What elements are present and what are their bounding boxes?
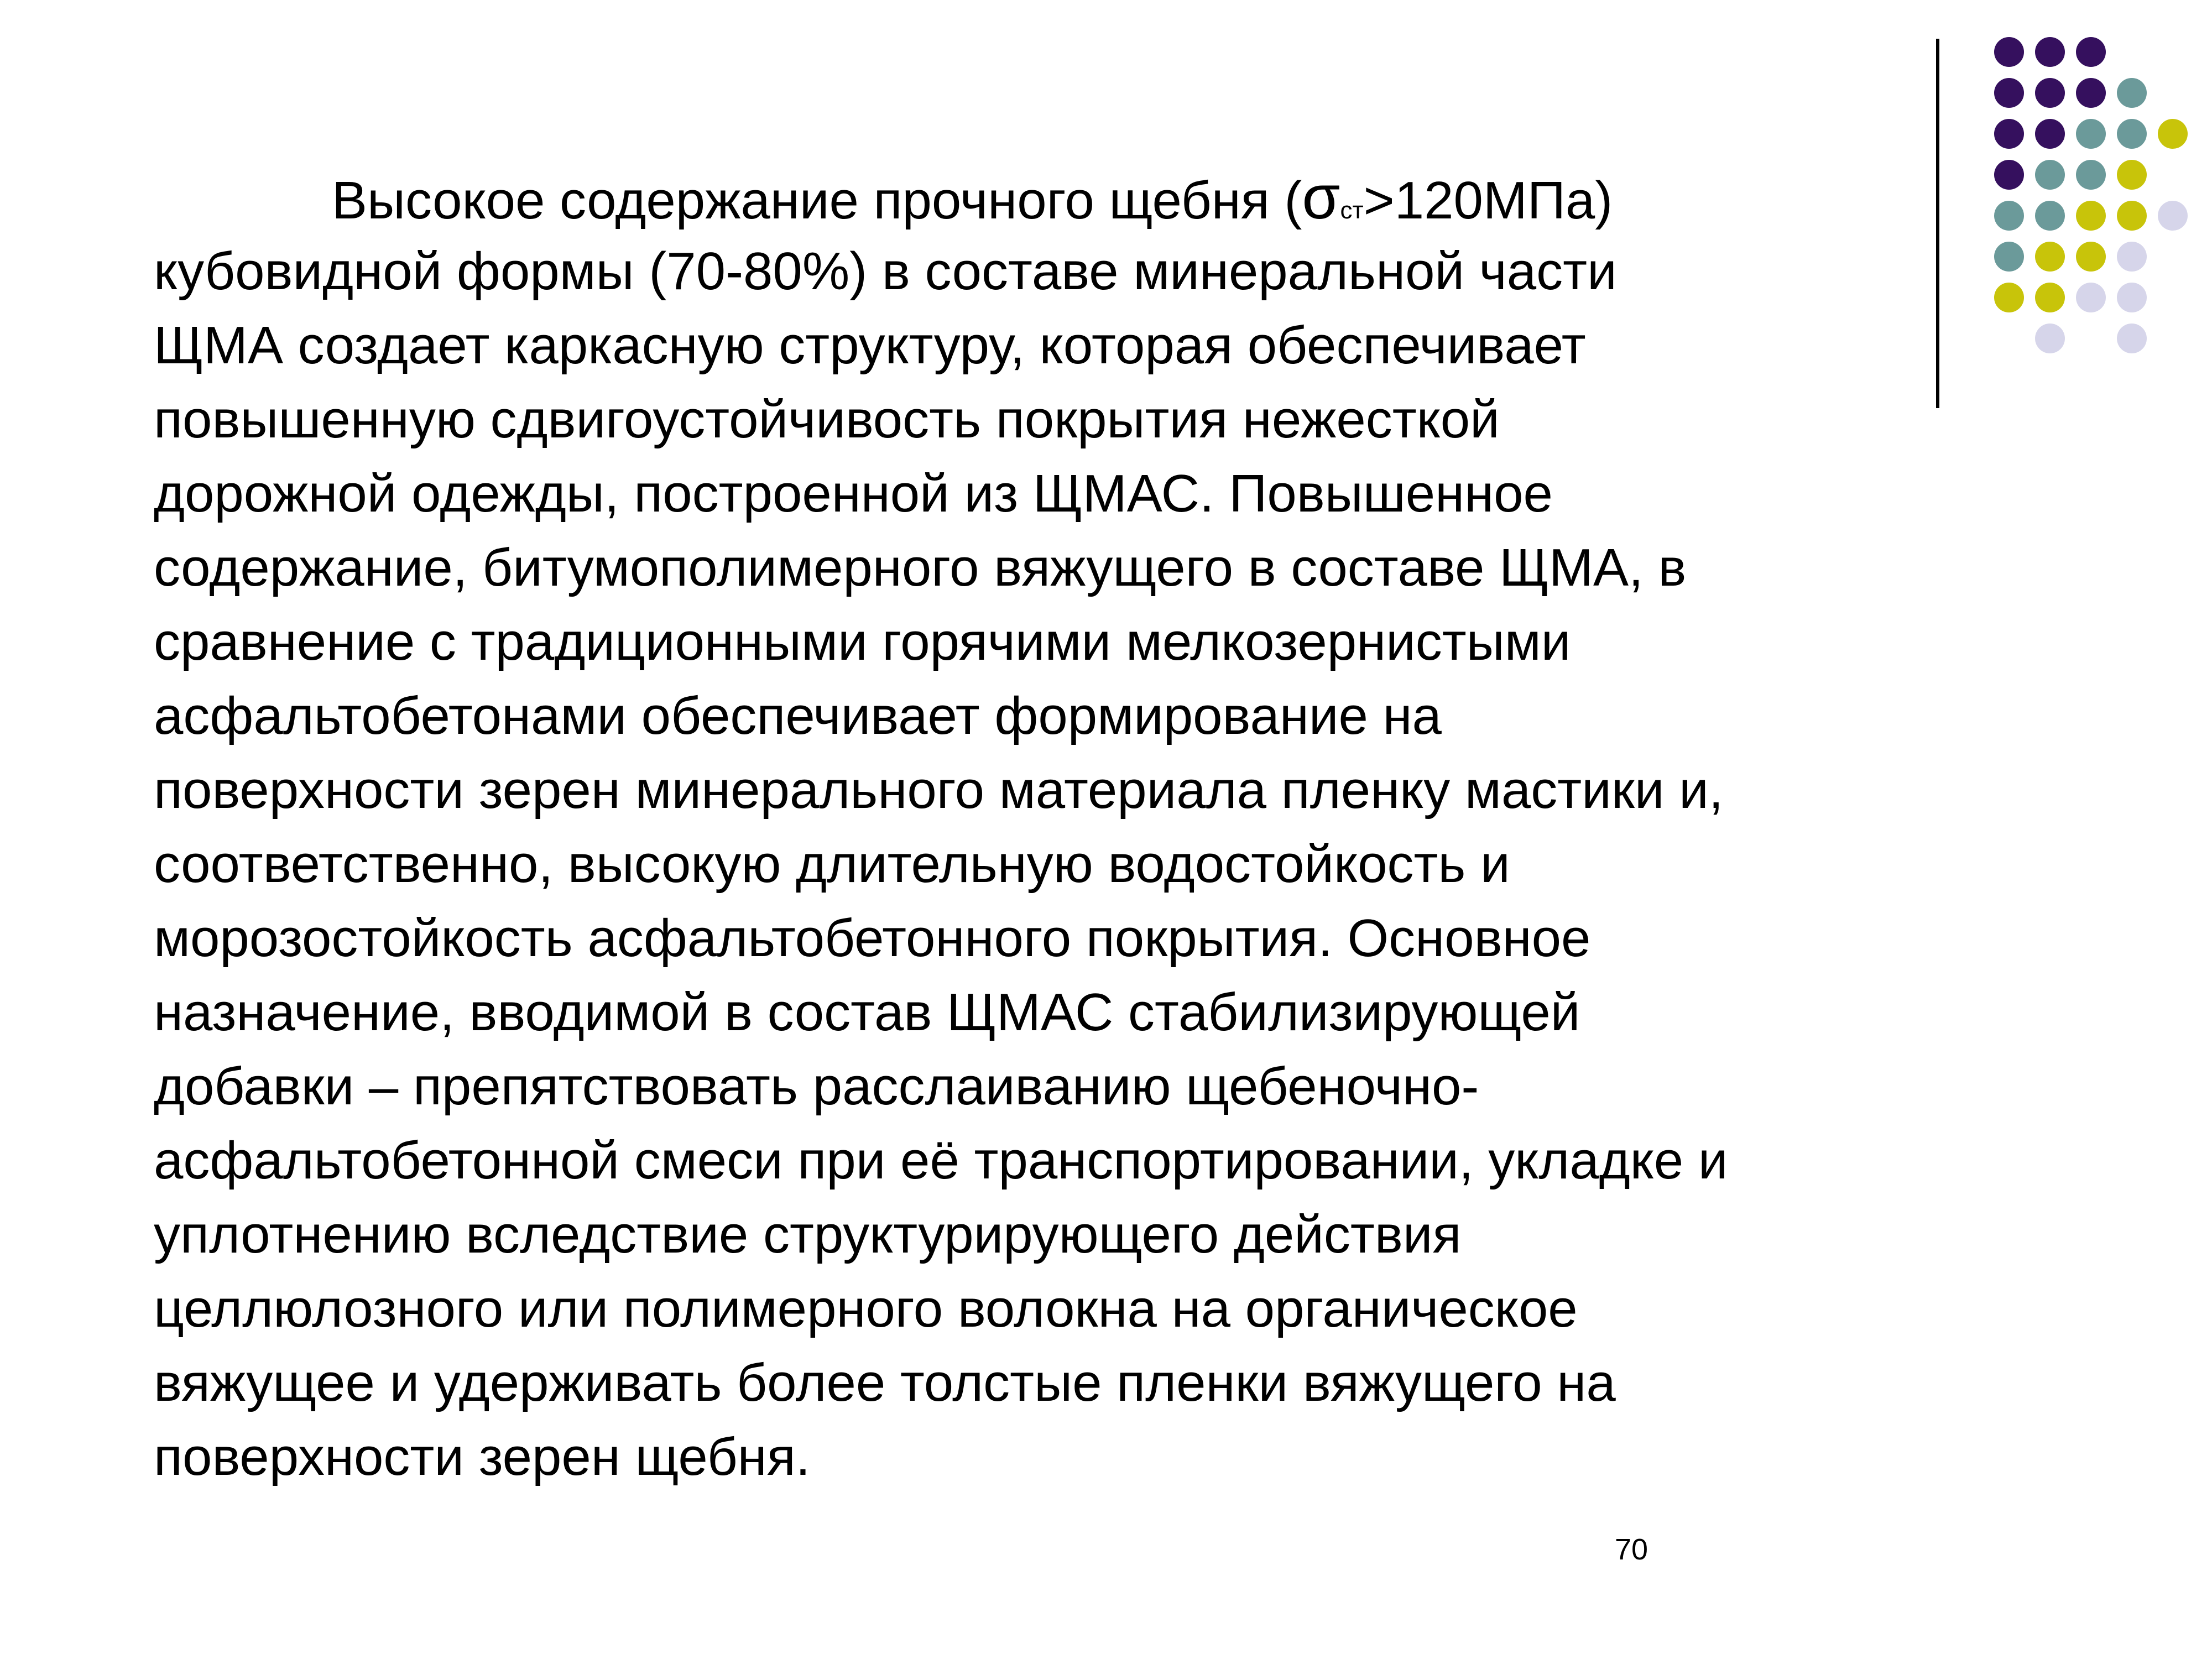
decorative-dot [2035,78,2065,108]
decorative-dot [2117,324,2147,353]
paragraph-line: назначение, вводимой в состав ЩМАС стабилизирующей [154,983,1580,1042]
decorative-dot [2117,78,2147,108]
decorative-dot [1994,37,2024,67]
paragraph-line: дорожной одежды, построенной из ЩМАС. Повышенное [154,464,1553,523]
first-line-text: Высокое содержание прочного щебня ( [332,171,1302,230]
paragraph-line: асфальтобетонной смеси при её транспортировании, укладке и [154,1131,1728,1190]
decorative-dot [2158,119,2188,149]
paragraph-line: кубовидной формы (70-80%) в составе минеральной части [154,242,1617,301]
paragraph-line: целлюлозного или полимерного волокна на органическое [154,1279,1578,1338]
paragraph-first-line [154,160,2045,234]
paragraph-line: сравнение с традиционными горячими мелкозернистыми [154,612,1571,671]
decorative-dot [2117,119,2147,149]
paragraph-line: содержание, битумополимерного вяжущего в составе ЩМА, в [154,538,1687,597]
sigma-symbol: σ [1302,163,1340,232]
decorative-dot [1994,119,2024,149]
decorative-dot [2076,160,2106,190]
decorative-dot [2117,283,2147,312]
decorative-dot [2076,78,2106,108]
decorative-dot [2117,201,2147,231]
body-paragraph [154,160,2045,1494]
decorative-dot [2035,119,2065,149]
decorative-dot [2158,201,2188,231]
paragraph-line: вяжущее и удерживать более толстые пленки вяжущего на [154,1353,1616,1412]
decorative-dot [2076,242,2106,272]
decorative-dot [2117,160,2147,190]
paragraph-line: повышенную сдвигоустойчивость покрытия нежесткой [154,390,1500,449]
sigma-subscript: ст [1340,197,1364,224]
decorative-dot [2076,37,2106,67]
paragraph-line: добавки – препятствовать расслаиванию щебеночно- [154,1057,1479,1116]
first-line-value: >120МПа) [1363,171,1613,230]
paragraph-line: уплотнению вследствие структурирующего действия [154,1205,1462,1264]
decorative-dot [2035,37,2065,67]
paragraph-line: ЩМА создает каркасную структуру, которая обеспечивает [154,316,1586,375]
paragraph-line: поверхности зерен щебня. [154,1427,811,1486]
paragraph-line: асфальтобетонами обеспечивает формирование на [154,686,1442,745]
page-number: 70 [1614,1533,1648,1566]
paragraph-line: поверхности зерен минерального материала пленку мастики и, [154,760,1724,820]
paragraph-line: морозостойкость асфальтобетонного покрытия. Основное [154,909,1591,968]
decorative-dot [2117,242,2147,272]
decorative-dot [2076,283,2106,312]
paragraph-line: соответственно, высокую длительную водостойкость и [154,834,1510,894]
decorative-dot [2076,119,2106,149]
decorative-dot [2076,201,2106,231]
decorative-dot [1994,78,2024,108]
